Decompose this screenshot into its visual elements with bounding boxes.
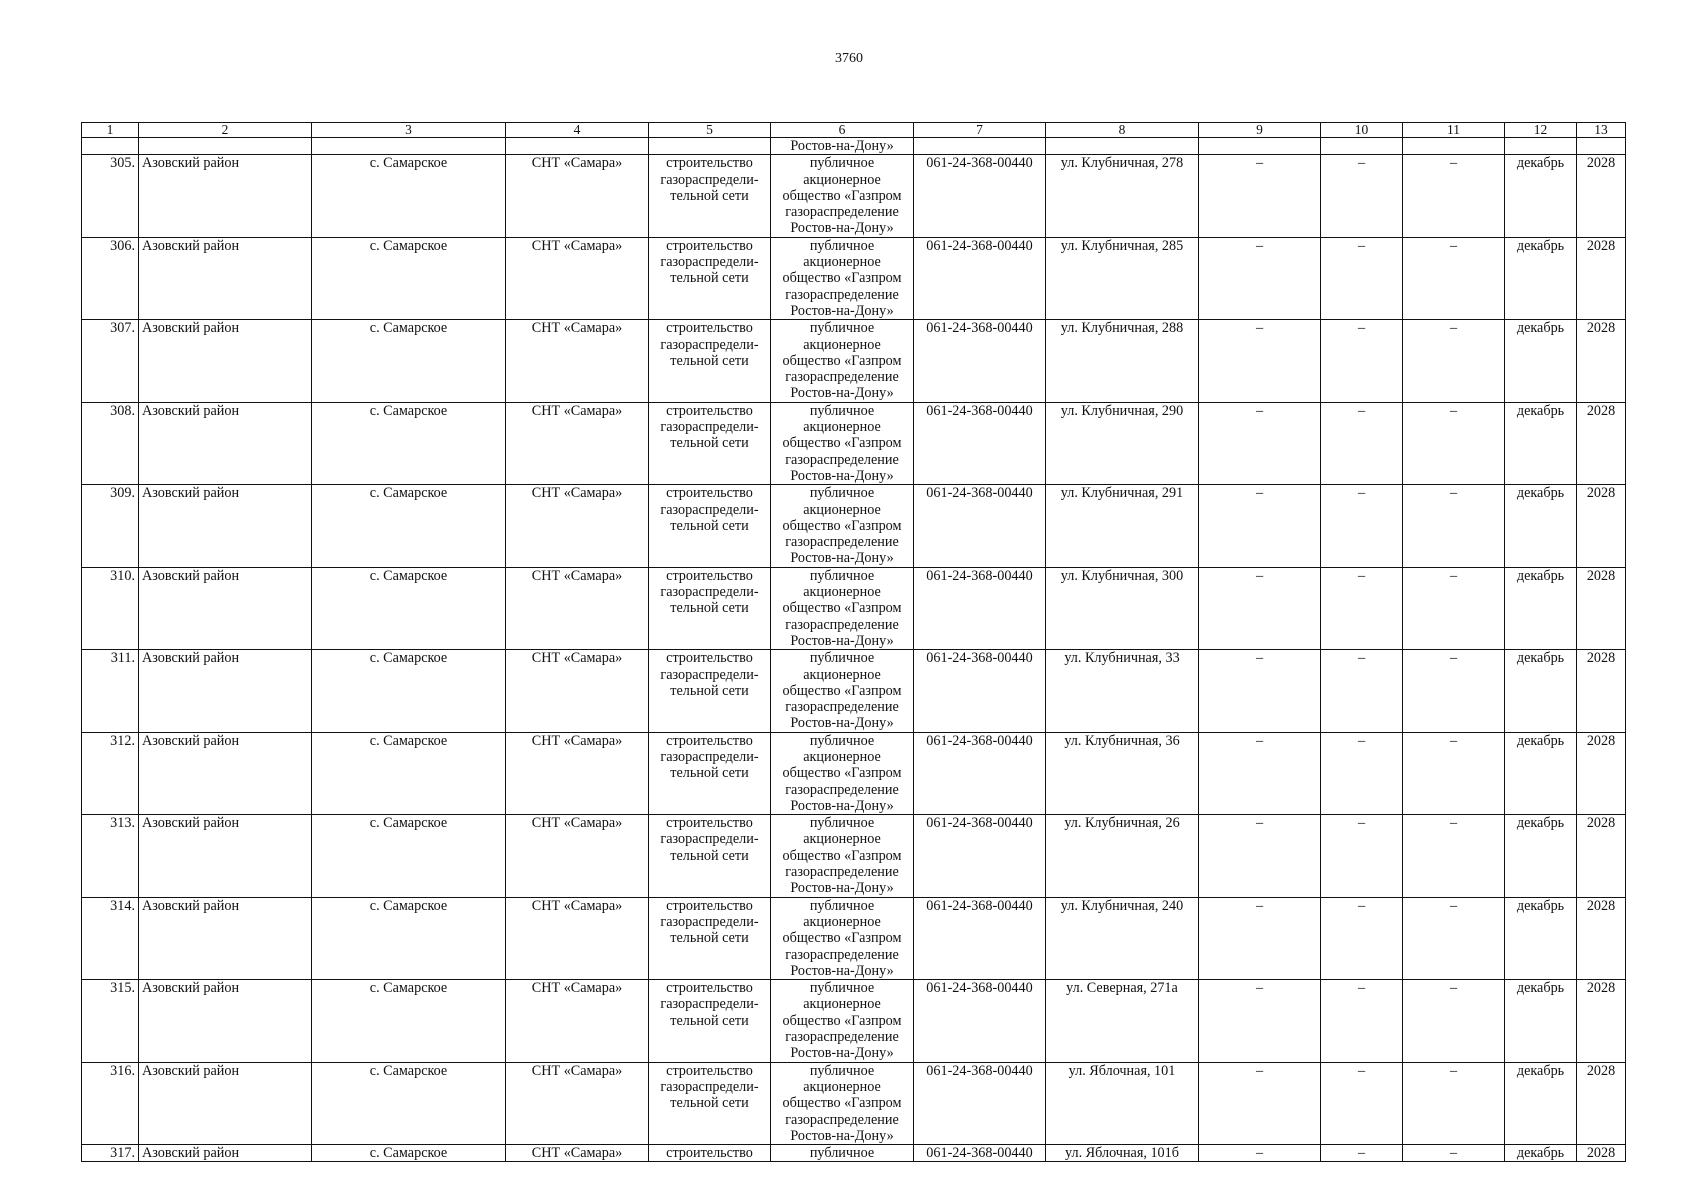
address-cell: ул. Клубничная, 240: [1046, 897, 1199, 979]
organization-cell: публичное акционерное общество «Газпром газораспределение Ростов-на-Дону»: [771, 155, 914, 237]
month-cell: декабрь: [1505, 155, 1577, 237]
row-number-cell: 309.: [82, 485, 139, 567]
address-cell: ул. Клубничная, 278: [1046, 155, 1199, 237]
column-9-cell: –: [1199, 732, 1321, 814]
row-number-cell: 307.: [82, 320, 139, 402]
district-cell: Азовский район: [139, 237, 312, 319]
settlement-cell: с. Самарское: [312, 237, 506, 319]
code-cell: 061-24-368-00440: [914, 650, 1046, 732]
district-cell: Азовский район: [139, 732, 312, 814]
register-table: [81, 122, 1626, 1162]
organization-cell: публичное акционерное общество «Газпром газораспределение Ростов-на-Дону»: [771, 402, 914, 484]
object-cell: СНТ «Самара»: [506, 980, 649, 1062]
column-9-cell: –: [1199, 237, 1321, 319]
month-cell: декабрь: [1505, 1145, 1577, 1162]
object-cell: СНТ «Самара»: [506, 320, 649, 402]
district-cell: Азовский район: [139, 155, 312, 237]
organization-cell: публичное акционерное общество «Газпром газораспределение Ростов-на-Дону»: [771, 237, 914, 319]
address-cell: ул. Клубничная, 33: [1046, 650, 1199, 732]
column-header: 3: [312, 123, 506, 138]
settlement-cell: с. Самарское: [312, 1145, 506, 1162]
row-number-cell: 314.: [82, 897, 139, 979]
district-cell: Азовский район: [139, 650, 312, 732]
object-cell: СНТ «Самара»: [506, 732, 649, 814]
district-cell: Азовский район: [139, 980, 312, 1062]
table-row: [82, 650, 1626, 732]
table-cell: [1046, 138, 1199, 155]
month-cell: декабрь: [1505, 815, 1577, 897]
column-9-cell: –: [1199, 650, 1321, 732]
year-cell: 2028: [1577, 980, 1626, 1062]
row-number-cell: 305.: [82, 155, 139, 237]
object-cell: СНТ «Самара»: [506, 237, 649, 319]
column-10-cell: –: [1321, 897, 1403, 979]
month-cell: декабрь: [1505, 980, 1577, 1062]
address-cell: ул. Клубничная, 285: [1046, 237, 1199, 319]
column-10-cell: –: [1321, 650, 1403, 732]
table-cell: [312, 138, 506, 155]
column-header: 5: [649, 123, 771, 138]
column-header: 8: [1046, 123, 1199, 138]
object-cell: СНТ «Самара»: [506, 1145, 649, 1162]
settlement-cell: с. Самарское: [312, 320, 506, 402]
column-number-header: [82, 123, 1626, 138]
column-11-cell: –: [1403, 567, 1505, 649]
organization-cell: публичное акционерное общество «Газпром газораспределение Ростов-на-Дону»: [771, 650, 914, 732]
organization-cell: публичное акционерное общество «Газпром газораспределение Ростов-на-Дону»: [771, 485, 914, 567]
table-row: [82, 320, 1626, 402]
address-cell: ул. Клубничная, 300: [1046, 567, 1199, 649]
organization-cell: публичное акционерное общество «Газпром газораспределение Ростов-на-Дону»: [771, 897, 914, 979]
column-10-cell: –: [1321, 1062, 1403, 1144]
address-cell: ул. Клубничная, 26: [1046, 815, 1199, 897]
table-cell: [649, 138, 771, 155]
year-cell: 2028: [1577, 650, 1626, 732]
column-9-cell: –: [1199, 567, 1321, 649]
settlement-cell: с. Самарское: [312, 567, 506, 649]
year-cell: 2028: [1577, 402, 1626, 484]
address-cell: ул. Клубничная, 290: [1046, 402, 1199, 484]
month-cell: декабрь: [1505, 485, 1577, 567]
continuation-row: [82, 138, 1626, 155]
column-11-cell: –: [1403, 897, 1505, 979]
settlement-cell: с. Самарское: [312, 402, 506, 484]
settlement-cell: с. Самарское: [312, 485, 506, 567]
object-cell: СНТ «Самара»: [506, 650, 649, 732]
month-cell: декабрь: [1505, 320, 1577, 402]
column-9-cell: –: [1199, 1062, 1321, 1144]
column-10-cell: –: [1321, 732, 1403, 814]
code-cell: 061-24-368-00440: [914, 237, 1046, 319]
year-cell: 2028: [1577, 485, 1626, 567]
organization-cell: публичное акционерное общество «Газпром газораспределение Ростов-на-Дону»: [771, 320, 914, 402]
column-11-cell: –: [1403, 402, 1505, 484]
table-cell: [914, 138, 1046, 155]
work-type-cell: строительство газораспредели- тельной сети: [649, 1062, 771, 1144]
table-row: [82, 732, 1626, 814]
table-cell: [1505, 138, 1577, 155]
column-10-cell: –: [1321, 980, 1403, 1062]
column-11-cell: –: [1403, 320, 1505, 402]
code-cell: 061-24-368-00440: [914, 897, 1046, 979]
organization-cell: публичное акционерное общество «Газпром газораспределение Ростов-на-Дону»: [771, 815, 914, 897]
code-cell: 061-24-368-00440: [914, 155, 1046, 237]
settlement-cell: с. Самарское: [312, 897, 506, 979]
year-cell: 2028: [1577, 567, 1626, 649]
column-10-cell: –: [1321, 320, 1403, 402]
code-cell: 061-24-368-00440: [914, 815, 1046, 897]
table-cell: [82, 138, 139, 155]
column-9-cell: –: [1199, 897, 1321, 979]
settlement-cell: с. Самарское: [312, 815, 506, 897]
code-cell: 061-24-368-00440: [914, 485, 1046, 567]
column-9-cell: –: [1199, 485, 1321, 567]
code-cell: 061-24-368-00440: [914, 1145, 1046, 1162]
table-row: [82, 402, 1626, 484]
column-header: 2: [139, 123, 312, 138]
year-cell: 2028: [1577, 732, 1626, 814]
code-cell: 061-24-368-00440: [914, 320, 1046, 402]
row-number-cell: 312.: [82, 732, 139, 814]
work-type-cell: строительство газораспредели- тельной сети: [649, 485, 771, 567]
year-cell: 2028: [1577, 320, 1626, 402]
address-cell: ул. Клубничная, 36: [1046, 732, 1199, 814]
object-cell: СНТ «Самара»: [506, 567, 649, 649]
work-type-cell: строительство газораспредели- тельной сети: [649, 567, 771, 649]
column-9-cell: –: [1199, 815, 1321, 897]
org-cell: Ростов-на-Дону»: [771, 138, 914, 155]
code-cell: 061-24-368-00440: [914, 567, 1046, 649]
year-cell: 2028: [1577, 155, 1626, 237]
settlement-cell: с. Самарское: [312, 1062, 506, 1144]
organization-cell: публичное акционерное общество «Газпром газораспределение Ростов-на-Дону»: [771, 732, 914, 814]
table-row: [82, 815, 1626, 897]
work-type-cell: строительство газораспредели- тельной сети: [649, 155, 771, 237]
row-number-cell: 315.: [82, 980, 139, 1062]
row-number-cell: 311.: [82, 650, 139, 732]
month-cell: декабрь: [1505, 897, 1577, 979]
column-9-cell: –: [1199, 1145, 1321, 1162]
column-11-cell: –: [1403, 1145, 1505, 1162]
address-cell: ул. Клубничная, 291: [1046, 485, 1199, 567]
settlement-cell: с. Самарское: [312, 980, 506, 1062]
month-cell: декабрь: [1505, 567, 1577, 649]
district-cell: Азовский район: [139, 897, 312, 979]
table-cell: [1321, 138, 1403, 155]
year-cell: 2028: [1577, 1145, 1626, 1162]
district-cell: Азовский район: [139, 402, 312, 484]
settlement-cell: с. Самарское: [312, 650, 506, 732]
month-cell: декабрь: [1505, 237, 1577, 319]
object-cell: СНТ «Самара»: [506, 155, 649, 237]
column-10-cell: –: [1321, 815, 1403, 897]
table-row: [82, 1145, 1626, 1162]
organization-cell: публичное акционерное общество «Газпром газораспределение Ростов-на-Дону»: [771, 980, 914, 1062]
column-header: 13: [1577, 123, 1626, 138]
table-row: [82, 1062, 1626, 1144]
row-number-cell: 317.: [82, 1145, 139, 1162]
address-cell: ул. Клубничная, 288: [1046, 320, 1199, 402]
row-number-cell: 306.: [82, 237, 139, 319]
year-cell: 2028: [1577, 1062, 1626, 1144]
work-type-cell: строительство газораспредели- тельной сети: [649, 402, 771, 484]
work-type-cell: строительство газораспредели- тельной сети: [649, 980, 771, 1062]
table-row: [82, 980, 1626, 1062]
column-header: 7: [914, 123, 1046, 138]
column-11-cell: –: [1403, 815, 1505, 897]
year-cell: 2028: [1577, 237, 1626, 319]
address-cell: ул. Яблочная, 101б: [1046, 1145, 1199, 1162]
table-cell: [139, 138, 312, 155]
column-9-cell: –: [1199, 980, 1321, 1062]
column-header: 12: [1505, 123, 1577, 138]
column-header: 6: [771, 123, 914, 138]
object-cell: СНТ «Самара»: [506, 897, 649, 979]
row-number-cell: 316.: [82, 1062, 139, 1144]
district-cell: Азовский район: [139, 1145, 312, 1162]
work-type-cell: строительство газораспредели- тельной сети: [649, 732, 771, 814]
column-10-cell: –: [1321, 567, 1403, 649]
table-cell: [506, 138, 649, 155]
district-cell: Азовский район: [139, 320, 312, 402]
settlement-cell: с. Самарское: [312, 732, 506, 814]
column-9-cell: –: [1199, 402, 1321, 484]
column-11-cell: –: [1403, 1062, 1505, 1144]
column-header: 10: [1321, 123, 1403, 138]
work-type-cell: строительство газораспредели- тельной сети: [649, 650, 771, 732]
month-cell: декабрь: [1505, 402, 1577, 484]
table-cell: [1403, 138, 1505, 155]
work-type-cell: строительство газораспредели- тельной сети: [649, 237, 771, 319]
address-cell: ул. Северная, 271а: [1046, 980, 1199, 1062]
code-cell: 061-24-368-00440: [914, 980, 1046, 1062]
year-cell: 2028: [1577, 897, 1626, 979]
column-header: 11: [1403, 123, 1505, 138]
column-10-cell: –: [1321, 237, 1403, 319]
object-cell: СНТ «Самара»: [506, 815, 649, 897]
month-cell: декабрь: [1505, 1062, 1577, 1144]
column-10-cell: –: [1321, 1145, 1403, 1162]
code-cell: 061-24-368-00440: [914, 1062, 1046, 1144]
table-row: [82, 485, 1626, 567]
column-header: 9: [1199, 123, 1321, 138]
column-11-cell: –: [1403, 732, 1505, 814]
table-cell: [1577, 138, 1626, 155]
object-cell: СНТ «Самара»: [506, 485, 649, 567]
table-row: [82, 897, 1626, 979]
row-number-cell: 310.: [82, 567, 139, 649]
organization-cell: публичное акционерное общество «Газпром газораспределение Ростов-на-Дону»: [771, 1062, 914, 1144]
row-number-cell: 313.: [82, 815, 139, 897]
district-cell: Азовский район: [139, 815, 312, 897]
column-11-cell: –: [1403, 237, 1505, 319]
row-number-cell: 308.: [82, 402, 139, 484]
column-10-cell: –: [1321, 402, 1403, 484]
table-row: [82, 237, 1626, 319]
work-type-cell: строительство газораспредели- тельной сети: [649, 320, 771, 402]
column-header: 4: [506, 123, 649, 138]
object-cell: СНТ «Самара»: [506, 1062, 649, 1144]
year-cell: 2028: [1577, 815, 1626, 897]
district-cell: Азовский район: [139, 1062, 312, 1144]
settlement-cell: с. Самарское: [312, 155, 506, 237]
page-number: 3760: [835, 51, 863, 66]
address-cell: ул. Яблочная, 101: [1046, 1062, 1199, 1144]
column-10-cell: –: [1321, 485, 1403, 567]
work-type-cell: строительство газораспредели- тельной сети: [649, 897, 771, 979]
organization-cell: публичное: [771, 1145, 914, 1162]
column-10-cell: –: [1321, 155, 1403, 237]
code-cell: 061-24-368-00440: [914, 402, 1046, 484]
district-cell: Азовский район: [139, 567, 312, 649]
month-cell: декабрь: [1505, 650, 1577, 732]
column-11-cell: –: [1403, 155, 1505, 237]
organization-cell: публичное акционерное общество «Газпром газораспределение Ростов-на-Дону»: [771, 567, 914, 649]
work-type-cell: строительство газораспредели- тельной сети: [649, 815, 771, 897]
district-cell: Азовский район: [139, 485, 312, 567]
column-header: 1: [82, 123, 139, 138]
column-11-cell: –: [1403, 485, 1505, 567]
column-9-cell: –: [1199, 155, 1321, 237]
column-11-cell: –: [1403, 650, 1505, 732]
table-row: [82, 567, 1626, 649]
column-11-cell: –: [1403, 980, 1505, 1062]
table-row: [82, 155, 1626, 237]
work-type-cell: строительство: [649, 1145, 771, 1162]
object-cell: СНТ «Самара»: [506, 402, 649, 484]
table-cell: [1199, 138, 1321, 155]
column-9-cell: –: [1199, 320, 1321, 402]
month-cell: декабрь: [1505, 732, 1577, 814]
code-cell: 061-24-368-00440: [914, 732, 1046, 814]
